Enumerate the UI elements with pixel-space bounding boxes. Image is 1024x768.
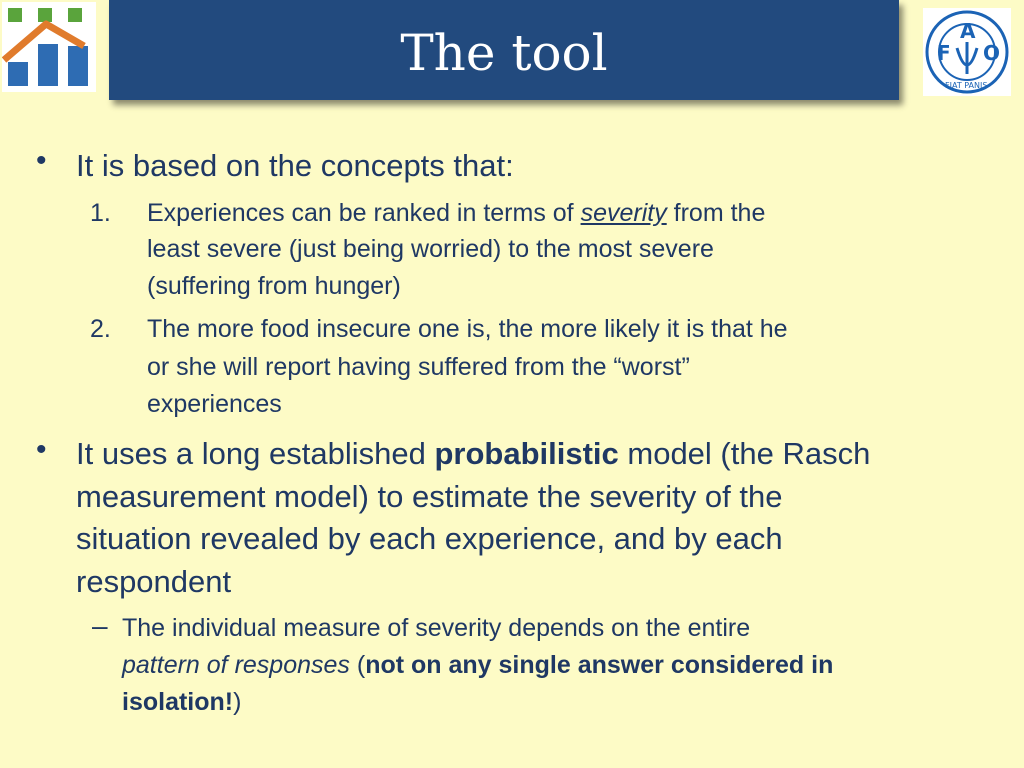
severity-emphasis: severity xyxy=(580,199,667,227)
item-1-line-3: (suffering from hunger) xyxy=(147,272,401,300)
sub-bullet-line-2: pattern of responses (not on any single answer considered in xyxy=(122,651,834,679)
bullet-dot: • xyxy=(36,433,47,466)
bullet-2-line-2: measurement model) to estimate the severity of the xyxy=(76,479,783,514)
item-2-number: 2. xyxy=(90,315,111,343)
sub-bullet-line-3: isolation!) xyxy=(122,688,242,716)
fao-letter-o: O xyxy=(983,41,1001,65)
bullet-1-text: It is based on the concepts that: xyxy=(76,148,514,183)
item-2-line-1: The more food insecure one is, the more likely it is that he xyxy=(147,315,788,343)
slide-title: The tool xyxy=(400,24,608,82)
item-2-line-2: or she will report having suffered from the “worst” xyxy=(147,353,690,381)
sub-bullet-line-1: The individual measure of severity depends on the entire xyxy=(122,614,751,642)
item-2-line-3: experiences xyxy=(147,390,282,418)
fao-motto: FIAT PANIS xyxy=(945,81,988,90)
bullet-2-line-3: situation revealed by each experience, and by each xyxy=(76,521,783,556)
item-1-line-1: Experiences can be ranked in terms of severity from the xyxy=(147,199,766,227)
bullet-2-line-4: respondent xyxy=(76,564,232,599)
fao-letter-a: A xyxy=(960,19,976,43)
bullet-dot: • xyxy=(36,144,47,177)
fao-letter-f: F xyxy=(937,41,951,65)
item-1-line-2: least severe (just being worried) to the most severe xyxy=(147,235,714,263)
sub-bullet-dash: – xyxy=(92,610,108,641)
item-1-number: 1. xyxy=(90,199,111,227)
bullet-2-line-1: It uses a long established probabilistic model (the Rasch xyxy=(76,436,871,471)
probabilistic-emphasis: probabilistic xyxy=(434,436,619,471)
